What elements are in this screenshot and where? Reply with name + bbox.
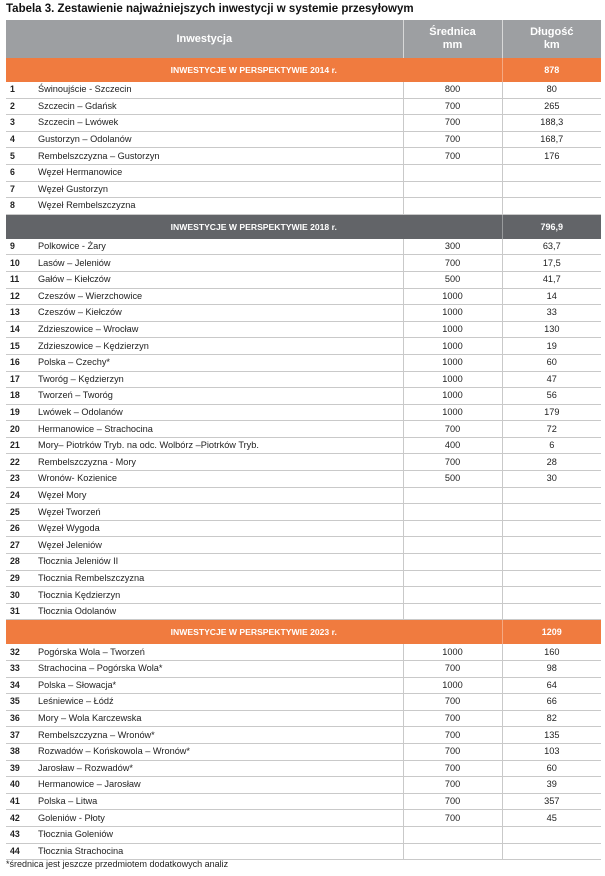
diameter-value: 500 <box>403 271 502 288</box>
table-row <box>6 131 601 148</box>
diameter-value: 700 <box>403 661 502 678</box>
table-row <box>6 115 601 132</box>
investment-name: Węzeł Jeleniów <box>32 537 403 554</box>
length-value: 160 <box>502 644 601 660</box>
table-row <box>6 164 601 181</box>
investment-name: Zdzieszowice – Wrocław <box>32 321 403 338</box>
table-row <box>6 255 601 272</box>
row-number: 39 <box>6 760 32 777</box>
table-row <box>6 404 601 421</box>
row-number: 6 <box>6 164 32 181</box>
row-number: 4 <box>6 131 32 148</box>
row-number: 5 <box>6 148 32 165</box>
row-number: 28 <box>6 554 32 571</box>
group-header-row <box>6 620 601 645</box>
table-row <box>6 603 601 620</box>
row-number: 41 <box>6 793 32 810</box>
row-number: 19 <box>6 404 32 421</box>
table-row <box>6 644 601 660</box>
footnote: *średnica jest jeszcze przedmiotem dodatkowych analiz <box>6 859 229 869</box>
length-value <box>502 587 601 604</box>
length-value: 28 <box>502 454 601 471</box>
row-number: 16 <box>6 354 32 371</box>
investment-name: Leśniewice – Łódź <box>32 694 403 711</box>
table-row <box>6 710 601 727</box>
table-row <box>6 321 601 338</box>
row-number: 13 <box>6 305 32 322</box>
diameter-value: 700 <box>403 131 502 148</box>
diameter-value <box>403 826 502 843</box>
table-row <box>6 743 601 760</box>
length-value: 17,5 <box>502 255 601 272</box>
row-number: 24 <box>6 487 32 504</box>
length-value <box>502 520 601 537</box>
row-number: 29 <box>6 570 32 587</box>
investment-name: Szczecin – Lwówek <box>32 115 403 132</box>
length-value <box>502 537 601 554</box>
length-value <box>502 181 601 198</box>
group-header-row <box>6 214 601 239</box>
row-number: 21 <box>6 437 32 454</box>
group-label: INWESTYCJE W PERSPEKTYWIE 2023 r. <box>6 620 502 645</box>
row-number: 1 <box>6 82 32 98</box>
investment-name: Jarosław – Rozwadów* <box>32 760 403 777</box>
header-length: Długość km <box>502 20 601 58</box>
length-value: 98 <box>502 661 601 678</box>
table-row <box>6 826 601 843</box>
table-row <box>6 454 601 471</box>
investment-name: Mory – Wola Karczewska <box>32 710 403 727</box>
diameter-value: 700 <box>403 810 502 827</box>
investment-name: Pogórska Wola – Tworzeń <box>32 644 403 660</box>
length-value: 80 <box>502 82 601 98</box>
row-number: 30 <box>6 587 32 604</box>
row-number: 44 <box>6 843 32 860</box>
group-header-row <box>6 58 601 82</box>
diameter-value <box>403 570 502 587</box>
row-number: 31 <box>6 603 32 620</box>
investment-name: Tłocznia Goleniów <box>32 826 403 843</box>
diameter-value: 700 <box>403 255 502 272</box>
table-row <box>6 288 601 305</box>
table-body <box>6 58 601 860</box>
header-investment: Inwestycja <box>6 20 403 58</box>
table-row <box>6 843 601 860</box>
diameter-value: 700 <box>403 760 502 777</box>
table-row <box>6 587 601 604</box>
row-number: 27 <box>6 537 32 554</box>
table-row <box>6 82 601 98</box>
table-row <box>6 271 601 288</box>
table-row <box>6 570 601 587</box>
length-value: 135 <box>502 727 601 744</box>
table-row <box>6 520 601 537</box>
row-number: 8 <box>6 198 32 215</box>
table-row <box>6 677 601 694</box>
investment-name: Hermanowice – Strachocina <box>32 421 403 438</box>
investment-name: Rembelszczyzna – Gustorzyn <box>32 148 403 165</box>
length-value: 82 <box>502 710 601 727</box>
row-number: 14 <box>6 321 32 338</box>
investment-name: Tłocznia Rembelszczyzna <box>32 570 403 587</box>
investment-name: Węzeł Gustorzyn <box>32 181 403 198</box>
table-row <box>6 504 601 521</box>
row-number: 3 <box>6 115 32 132</box>
table-row <box>6 661 601 678</box>
diameter-value: 700 <box>403 115 502 132</box>
diameter-value: 700 <box>403 148 502 165</box>
table-row <box>6 388 601 405</box>
investment-name: Rembelszczyzna - Mory <box>32 454 403 471</box>
table-row <box>6 471 601 488</box>
length-value: 19 <box>502 338 601 355</box>
length-value: 30 <box>502 471 601 488</box>
length-value: 60 <box>502 760 601 777</box>
row-number: 32 <box>6 644 32 660</box>
row-number: 23 <box>6 471 32 488</box>
diameter-value: 700 <box>403 777 502 794</box>
length-value: 357 <box>502 793 601 810</box>
row-number: 10 <box>6 255 32 272</box>
header-diameter: Średnica mm <box>403 20 502 58</box>
length-value <box>502 164 601 181</box>
length-value: 265 <box>502 98 601 115</box>
diameter-value: 1000 <box>403 644 502 660</box>
row-number: 9 <box>6 239 32 255</box>
row-number: 20 <box>6 421 32 438</box>
diameter-value: 1000 <box>403 288 502 305</box>
length-value: 63,7 <box>502 239 601 255</box>
length-value: 66 <box>502 694 601 711</box>
row-number: 43 <box>6 826 32 843</box>
row-number: 25 <box>6 504 32 521</box>
diameter-value: 700 <box>403 743 502 760</box>
diameter-value: 800 <box>403 82 502 98</box>
table-row <box>6 487 601 504</box>
investment-name: Tłocznia Odolanów <box>32 603 403 620</box>
diameter-value: 700 <box>403 710 502 727</box>
length-value: 14 <box>502 288 601 305</box>
table-row <box>6 181 601 198</box>
investment-name: Węzeł Tworzeń <box>32 504 403 521</box>
row-number: 37 <box>6 727 32 744</box>
length-value <box>502 554 601 571</box>
length-value: 60 <box>502 354 601 371</box>
length-value: 39 <box>502 777 601 794</box>
table-row <box>6 371 601 388</box>
diameter-value: 1000 <box>403 338 502 355</box>
investment-name: Mory– Piotrków Tryb. na odc. Wolbórz –Piotrków Tryb. <box>32 437 403 454</box>
row-number: 2 <box>6 98 32 115</box>
table-header-row <box>6 20 601 58</box>
table-row <box>6 554 601 571</box>
investment-name: Czeszów – Kiełczów <box>32 305 403 322</box>
row-number: 38 <box>6 743 32 760</box>
investment-name: Polska – Słowacja* <box>32 677 403 694</box>
diameter-value <box>403 603 502 620</box>
diameter-value: 700 <box>403 727 502 744</box>
investment-name: Rozwadów – Końskowola – Wronów* <box>32 743 403 760</box>
diameter-value <box>403 198 502 215</box>
diameter-value <box>403 554 502 571</box>
length-value: 176 <box>502 148 601 165</box>
investment-name: Polska – Czechy* <box>32 354 403 371</box>
diameter-value: 700 <box>403 98 502 115</box>
length-value <box>502 603 601 620</box>
diameter-value <box>403 843 502 860</box>
length-value <box>502 570 601 587</box>
row-number: 7 <box>6 181 32 198</box>
group-label: INWESTYCJE W PERSPEKTYWIE 2014 r. <box>6 58 502 82</box>
investment-name: Zdzieszowice – Kędzierzyn <box>32 338 403 355</box>
investment-name: Polkowice - Żary <box>32 239 403 255</box>
investment-name: Goleniów - Płoty <box>32 810 403 827</box>
table-row <box>6 437 601 454</box>
length-value: 56 <box>502 388 601 405</box>
investment-name: Tłocznia Kędzierzyn <box>32 587 403 604</box>
investment-name: Polska – Litwa <box>32 793 403 810</box>
diameter-value: 400 <box>403 437 502 454</box>
investment-name: Lwówek – Odolanów <box>32 404 403 421</box>
table-row <box>6 98 601 115</box>
table-row <box>6 760 601 777</box>
row-number: 36 <box>6 710 32 727</box>
investment-name: Tłocznia Jeleniów II <box>32 554 403 571</box>
length-value <box>502 504 601 521</box>
row-number: 22 <box>6 454 32 471</box>
investment-name: Węzeł Mory <box>32 487 403 504</box>
diameter-value: 1000 <box>403 354 502 371</box>
investment-name: Czeszów – Wierzchowice <box>32 288 403 305</box>
table-row <box>6 239 601 255</box>
investment-name: Tworzeń – Tworóg <box>32 388 403 405</box>
diameter-value: 700 <box>403 793 502 810</box>
table-row <box>6 421 601 438</box>
investment-name: Rembelszczyzna – Wronów* <box>32 727 403 744</box>
length-value: 64 <box>502 677 601 694</box>
diameter-value: 300 <box>403 239 502 255</box>
table-row <box>6 305 601 322</box>
table-row <box>6 338 601 355</box>
table-row <box>6 537 601 554</box>
investment-name: Strachocina – Pogórska Wola* <box>32 661 403 678</box>
group-label: INWESTYCJE W PERSPEKTYWIE 2018 r. <box>6 214 502 239</box>
diameter-value <box>403 537 502 554</box>
diameter-value: 1000 <box>403 677 502 694</box>
length-value: 41,7 <box>502 271 601 288</box>
table-row <box>6 694 601 711</box>
diameter-value <box>403 520 502 537</box>
row-number: 15 <box>6 338 32 355</box>
investment-name: Hermanowice – Jarosław <box>32 777 403 794</box>
length-value: 168,7 <box>502 131 601 148</box>
length-value <box>502 826 601 843</box>
diameter-value: 500 <box>403 471 502 488</box>
row-number: 18 <box>6 388 32 405</box>
group-total-length: 796,9 <box>502 214 601 239</box>
diameter-value <box>403 504 502 521</box>
row-number: 40 <box>6 777 32 794</box>
diameter-value: 700 <box>403 421 502 438</box>
table-row <box>6 198 601 215</box>
row-number: 33 <box>6 661 32 678</box>
diameter-value <box>403 164 502 181</box>
diameter-value <box>403 181 502 198</box>
investment-name: Węzeł Hermanowice <box>32 164 403 181</box>
investment-name: Gałów – Kiełczów <box>32 271 403 288</box>
length-value: 47 <box>502 371 601 388</box>
table-row <box>6 148 601 165</box>
diameter-value: 1000 <box>403 305 502 322</box>
diameter-value: 700 <box>403 694 502 711</box>
table-row <box>6 793 601 810</box>
investment-name: Węzeł Wygoda <box>32 520 403 537</box>
table-row <box>6 810 601 827</box>
diameter-value <box>403 587 502 604</box>
row-number: 26 <box>6 520 32 537</box>
diameter-value: 1000 <box>403 404 502 421</box>
length-value <box>502 198 601 215</box>
investment-name: Szczecin – Gdańsk <box>32 98 403 115</box>
investment-name: Lasów – Jeleniów <box>32 255 403 272</box>
diameter-value: 1000 <box>403 321 502 338</box>
length-value: 103 <box>502 743 601 760</box>
table-row <box>6 777 601 794</box>
investments-table <box>6 20 601 860</box>
length-value: 45 <box>502 810 601 827</box>
investment-name: Węzeł Rembelszczyzna <box>32 198 403 215</box>
group-total-length: 878 <box>502 58 601 82</box>
table-row <box>6 354 601 371</box>
investment-name: Świnoujście - Szczecin <box>32 82 403 98</box>
table-row <box>6 727 601 744</box>
diameter-value: 1000 <box>403 388 502 405</box>
group-total-length: 1209 <box>502 620 601 645</box>
length-value <box>502 843 601 860</box>
investment-name: Wronów- Kozienice <box>32 471 403 488</box>
investment-name: Tłocznia Strachocina <box>32 843 403 860</box>
table-caption: Tabela 3. Zestawienie najważniejszych inwestycji w systemie przesyłowym <box>6 3 414 15</box>
row-number: 34 <box>6 677 32 694</box>
diameter-value <box>403 487 502 504</box>
length-value: 179 <box>502 404 601 421</box>
length-value: 33 <box>502 305 601 322</box>
row-number: 17 <box>6 371 32 388</box>
row-number: 12 <box>6 288 32 305</box>
investment-name: Gustorzyn – Odolanów <box>32 131 403 148</box>
row-number: 42 <box>6 810 32 827</box>
diameter-value: 700 <box>403 454 502 471</box>
length-value: 188,3 <box>502 115 601 132</box>
row-number: 11 <box>6 271 32 288</box>
length-value <box>502 487 601 504</box>
diameter-value: 1000 <box>403 371 502 388</box>
row-number: 35 <box>6 694 32 711</box>
length-value: 6 <box>502 437 601 454</box>
length-value: 130 <box>502 321 601 338</box>
investment-name: Tworóg – Kędzierzyn <box>32 371 403 388</box>
length-value: 72 <box>502 421 601 438</box>
